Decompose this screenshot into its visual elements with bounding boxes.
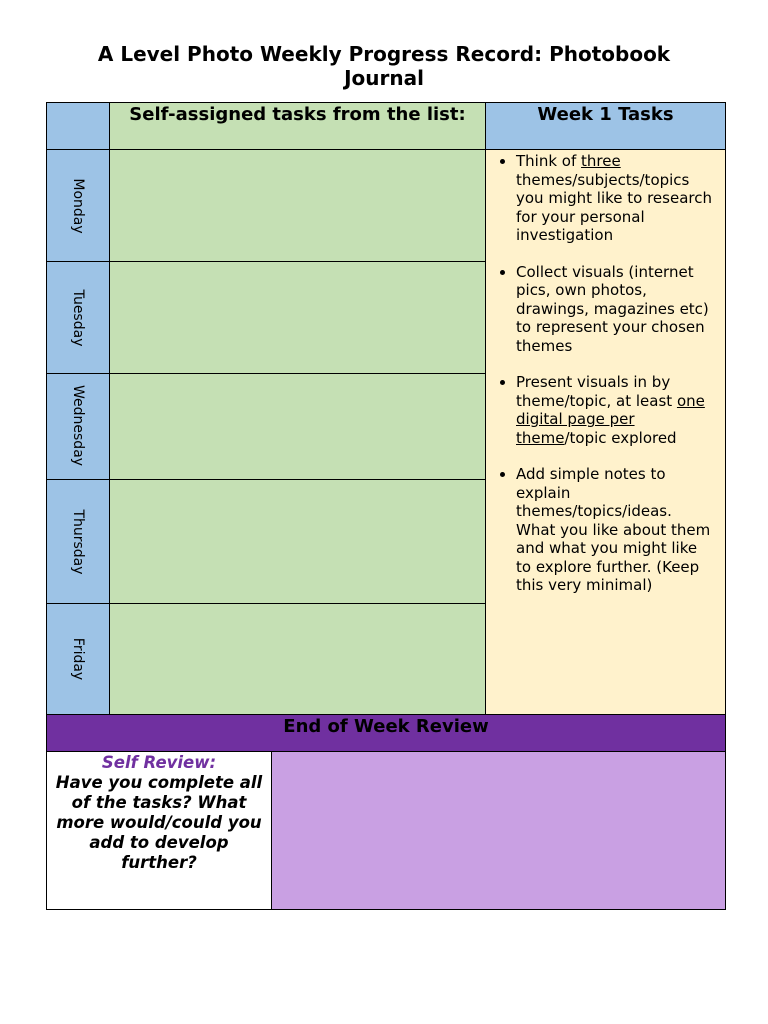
self-review-label: Self Review: <box>101 753 217 772</box>
task-item-2: • Collect visuals (internet pics, own photos, drawings, magazines etc) to represent your chosen themes <box>516 263 713 356</box>
day-label-monday: Monday <box>70 177 86 234</box>
self-review-question: Have you complete all of the tasks? What more would/could you add to develop further? <box>55 773 263 872</box>
self-assigned-header-text: Self-assigned tasks from the list: <box>129 104 466 125</box>
task-entry-friday[interactable] <box>109 603 486 715</box>
task-bullets <box>486 152 725 595</box>
self-assigned-header <box>109 102 486 150</box>
day-cell-monday <box>46 149 110 262</box>
task-entry-wednesday[interactable] <box>109 373 486 480</box>
self-review-prompt <box>46 751 272 910</box>
task-entry-monday[interactable] <box>109 149 486 262</box>
review-header <box>46 714 726 752</box>
task-item-1: • Think of three themes/subjects/topics you might like to research for your personal investigation <box>516 152 713 245</box>
day-cell-wednesday <box>46 373 110 480</box>
day-cell-thursday <box>46 479 110 604</box>
week-tasks-header-text: Week 1 Tasks <box>537 104 674 125</box>
progress-table <box>46 102 726 910</box>
day-label-tuesday: Tuesday <box>70 289 86 346</box>
self-review-entry[interactable] <box>271 751 726 910</box>
day-cell-tuesday <box>46 261 110 374</box>
review-header-text: End of Week Review <box>283 716 489 737</box>
day-cell-friday <box>46 603 110 715</box>
page-title: A Level Photo Weekly Progress Record: Photobook Journal <box>97 42 671 90</box>
week-tasks-list <box>485 149 726 715</box>
day-label-wednesday: Wednesday <box>70 384 86 466</box>
week-tasks-header <box>485 102 726 150</box>
day-label-friday: Friday <box>70 637 86 681</box>
task-entry-thursday[interactable] <box>109 479 486 604</box>
corner-cell <box>46 102 110 150</box>
task-item-3: • Present visuals in by theme/topic, at least one digital page per theme/topic explored <box>516 373 713 447</box>
task-item-4: • Add simple notes to explain themes/topics/ideas. What you like about them and what you might like to explore further. (Keep this very minimal) <box>516 465 713 595</box>
day-label-thursday: Thursday <box>70 508 86 575</box>
task-entry-tuesday[interactable] <box>109 261 486 374</box>
